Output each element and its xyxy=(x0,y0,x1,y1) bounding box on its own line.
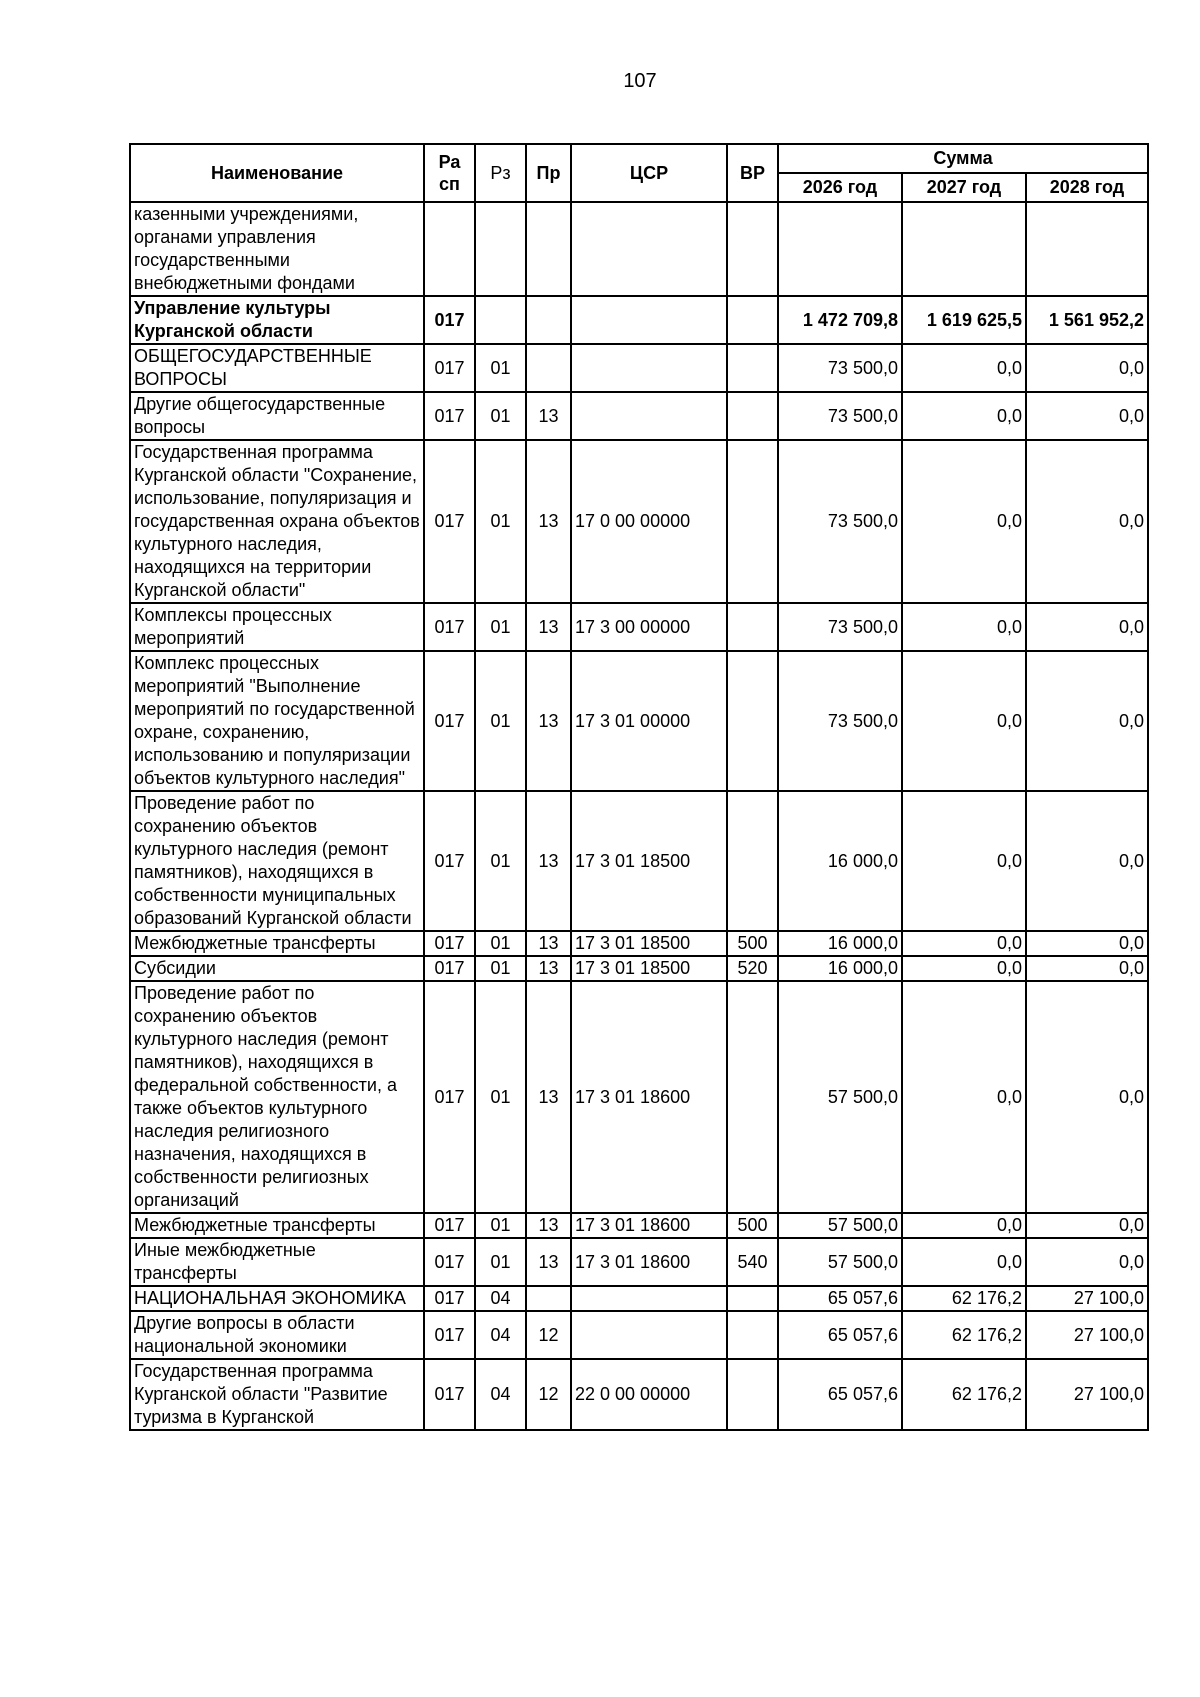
cell-vr xyxy=(727,202,778,296)
cell-2028 xyxy=(1026,202,1148,296)
cell-csr xyxy=(571,202,727,296)
cell-pr: 13 xyxy=(526,981,571,1213)
cell-rz: 01 xyxy=(475,440,526,603)
cell-2026: 57 500,0 xyxy=(778,1238,902,1286)
cell-rz: 01 xyxy=(475,344,526,392)
cell-vr xyxy=(727,392,778,440)
cell-vr xyxy=(727,296,778,344)
cell-vr xyxy=(727,651,778,791)
cell-rasp: 017 xyxy=(424,1286,475,1311)
cell-name: Комплексы процессных мероприятий xyxy=(130,603,424,651)
cell-rz: 01 xyxy=(475,392,526,440)
cell-rz: 01 xyxy=(475,651,526,791)
cell-name: Комплекс процессных мероприятий "Выполнение мероприятий по государственной охране, сохранению, использованию и популяризации объектов культурного наследия" xyxy=(130,651,424,791)
cell-2026: 73 500,0 xyxy=(778,392,902,440)
table-row xyxy=(130,931,1148,956)
cell-pr: 13 xyxy=(526,603,571,651)
cell-rz xyxy=(475,202,526,296)
cell-csr xyxy=(571,296,727,344)
header-pr: Пр xyxy=(526,144,571,202)
cell-2028: 27 100,0 xyxy=(1026,1286,1148,1311)
cell-name: Межбюджетные трансферты xyxy=(130,931,424,956)
header-year-2026: 2026 год xyxy=(778,173,902,202)
cell-2028: 0,0 xyxy=(1026,1238,1148,1286)
cell-2028: 0,0 xyxy=(1026,440,1148,603)
cell-2026: 73 500,0 xyxy=(778,603,902,651)
cell-vr xyxy=(727,1359,778,1430)
cell-pr xyxy=(526,296,571,344)
cell-2026: 65 057,6 xyxy=(778,1286,902,1311)
header-year-2028: 2028 год xyxy=(1026,173,1148,202)
cell-csr xyxy=(571,344,727,392)
cell-2027: 0,0 xyxy=(902,931,1026,956)
cell-csr: 17 3 01 18500 xyxy=(571,956,727,981)
table-row xyxy=(130,956,1148,981)
cell-2028: 0,0 xyxy=(1026,1213,1148,1238)
cell-2027: 0,0 xyxy=(902,956,1026,981)
cell-2027: 0,0 xyxy=(902,392,1026,440)
table-row xyxy=(130,1213,1148,1238)
cell-pr: 13 xyxy=(526,931,571,956)
cell-2027: 62 176,2 xyxy=(902,1286,1026,1311)
cell-rasp: 017 xyxy=(424,956,475,981)
cell-2027: 0,0 xyxy=(902,440,1026,603)
header-csr: ЦСР xyxy=(571,144,727,202)
cell-pr xyxy=(526,344,571,392)
cell-vr: 500 xyxy=(727,931,778,956)
cell-2027 xyxy=(902,202,1026,296)
cell-rz: 04 xyxy=(475,1359,526,1430)
cell-2026 xyxy=(778,202,902,296)
cell-2026: 73 500,0 xyxy=(778,440,902,603)
cell-2026: 73 500,0 xyxy=(778,344,902,392)
header-year-2027: 2027 год xyxy=(902,173,1026,202)
header-vr: ВР xyxy=(727,144,778,202)
table-row xyxy=(130,1311,1148,1359)
table-row xyxy=(130,1359,1148,1430)
cell-rz xyxy=(475,296,526,344)
table-row xyxy=(130,1238,1148,1286)
cell-csr: 17 3 01 18500 xyxy=(571,791,727,931)
cell-pr: 13 xyxy=(526,651,571,791)
cell-name: Другие общегосударственные вопросы xyxy=(130,392,424,440)
cell-name: Иные межбюджетные трансферты xyxy=(130,1238,424,1286)
cell-2028: 0,0 xyxy=(1026,931,1148,956)
cell-pr: 13 xyxy=(526,791,571,931)
cell-rasp: 017 xyxy=(424,440,475,603)
cell-name: НАЦИОНАЛЬНАЯ ЭКОНОМИКА xyxy=(130,1286,424,1311)
cell-rasp xyxy=(424,202,475,296)
cell-csr xyxy=(571,1286,727,1311)
cell-2027: 0,0 xyxy=(902,651,1026,791)
cell-2026: 57 500,0 xyxy=(778,1213,902,1238)
cell-pr xyxy=(526,1286,571,1311)
cell-vr xyxy=(727,344,778,392)
cell-2028: 27 100,0 xyxy=(1026,1359,1148,1430)
cell-rz: 01 xyxy=(475,981,526,1213)
header-name: Наименование xyxy=(130,144,424,202)
cell-2028: 0,0 xyxy=(1026,392,1148,440)
table-row xyxy=(130,1286,1148,1311)
cell-2027: 0,0 xyxy=(902,981,1026,1213)
cell-csr: 17 0 00 00000 xyxy=(571,440,727,603)
cell-2026: 16 000,0 xyxy=(778,791,902,931)
cell-2026: 65 057,6 xyxy=(778,1359,902,1430)
cell-name: Проведение работ по сохранению объектов культурного наследия (ремонт памятников), находящихся в собственности муниципальных образований Курганской области xyxy=(130,791,424,931)
cell-rasp: 017 xyxy=(424,1213,475,1238)
table-row xyxy=(130,603,1148,651)
table-row xyxy=(130,791,1148,931)
cell-2028: 1 561 952,2 xyxy=(1026,296,1148,344)
cell-csr: 22 0 00 00000 xyxy=(571,1359,727,1430)
cell-rz: 01 xyxy=(475,1213,526,1238)
header-sum: Сумма xyxy=(778,144,1148,173)
cell-name: казенными учреждениями, органами управления государственными внебюджетными фондами xyxy=(130,202,424,296)
cell-rz: 01 xyxy=(475,956,526,981)
cell-pr: 13 xyxy=(526,1213,571,1238)
cell-vr: 540 xyxy=(727,1238,778,1286)
cell-name: Проведение работ по сохранению объектов культурного наследия (ремонт памятников), находящихся в федеральной собственности, а также объектов культурного наследия религиозного назначения, находящихся в собственности религиозных организаций xyxy=(130,981,424,1213)
cell-rz: 01 xyxy=(475,931,526,956)
cell-2026: 65 057,6 xyxy=(778,1311,902,1359)
cell-vr: 500 xyxy=(727,1213,778,1238)
cell-2027: 0,0 xyxy=(902,1238,1026,1286)
cell-rasp: 017 xyxy=(424,791,475,931)
cell-2027: 0,0 xyxy=(902,1213,1026,1238)
cell-2028: 0,0 xyxy=(1026,981,1148,1213)
cell-rasp: 017 xyxy=(424,1311,475,1359)
cell-2028: 0,0 xyxy=(1026,956,1148,981)
table-row xyxy=(130,651,1148,791)
cell-pr: 13 xyxy=(526,440,571,603)
cell-name: Управление культуры Курганской области xyxy=(130,296,424,344)
cell-rasp: 017 xyxy=(424,651,475,791)
cell-rz: 01 xyxy=(475,791,526,931)
cell-name: Государственная программа Курганской области "Развитие туризма в Курганской xyxy=(130,1359,424,1430)
cell-rz: 04 xyxy=(475,1286,526,1311)
cell-rz: 01 xyxy=(475,1238,526,1286)
budget-table xyxy=(129,143,1149,1431)
page-number: 107 xyxy=(623,70,657,92)
header-rz: Рз xyxy=(475,144,526,202)
cell-pr xyxy=(526,202,571,296)
cell-csr: 17 3 00 00000 xyxy=(571,603,727,651)
table-row xyxy=(130,440,1148,603)
cell-csr: 17 3 01 18600 xyxy=(571,981,727,1213)
cell-rasp: 017 xyxy=(424,603,475,651)
cell-name: Другие вопросы в области национальной экономики xyxy=(130,1311,424,1359)
cell-csr: 17 3 01 18500 xyxy=(571,931,727,956)
cell-2026: 57 500,0 xyxy=(778,981,902,1213)
cell-vr xyxy=(727,440,778,603)
cell-rasp: 017 xyxy=(424,981,475,1213)
cell-2027: 1 619 625,5 xyxy=(902,296,1026,344)
cell-csr: 17 3 01 18600 xyxy=(571,1238,727,1286)
table-row xyxy=(130,392,1148,440)
cell-pr: 13 xyxy=(526,1238,571,1286)
cell-2026: 73 500,0 xyxy=(778,651,902,791)
cell-csr: 17 3 01 00000 xyxy=(571,651,727,791)
cell-vr xyxy=(727,1311,778,1359)
cell-vr: 520 xyxy=(727,956,778,981)
cell-csr xyxy=(571,1311,727,1359)
cell-2027: 62 176,2 xyxy=(902,1311,1026,1359)
cell-2026: 16 000,0 xyxy=(778,956,902,981)
header-rasp: Ра сп xyxy=(424,144,475,202)
cell-rasp: 017 xyxy=(424,344,475,392)
cell-2026: 16 000,0 xyxy=(778,931,902,956)
cell-rasp: 017 xyxy=(424,1359,475,1430)
cell-name: ОБЩЕГОСУДАРСТВЕННЫЕ ВОПРОСЫ xyxy=(130,344,424,392)
cell-rz: 04 xyxy=(475,1311,526,1359)
cell-pr: 12 xyxy=(526,1311,571,1359)
cell-name: Субсидии xyxy=(130,956,424,981)
cell-name: Государственная программа Курганской области "Сохранение, использование, популяризация и государственная охрана объектов культурного наследия, находящихся на территории Курганской области" xyxy=(130,440,424,603)
cell-2027: 0,0 xyxy=(902,344,1026,392)
cell-2028: 0,0 xyxy=(1026,344,1148,392)
cell-2028: 0,0 xyxy=(1026,603,1148,651)
cell-2028: 27 100,0 xyxy=(1026,1311,1148,1359)
cell-csr xyxy=(571,392,727,440)
cell-rasp: 017 xyxy=(424,392,475,440)
table-row xyxy=(130,296,1148,344)
cell-csr: 17 3 01 18600 xyxy=(571,1213,727,1238)
cell-pr: 12 xyxy=(526,1359,571,1430)
cell-rasp: 017 xyxy=(424,931,475,956)
table-row xyxy=(130,981,1148,1213)
cell-vr xyxy=(727,981,778,1213)
cell-vr xyxy=(727,1286,778,1311)
cell-pr: 13 xyxy=(526,956,571,981)
table-row xyxy=(130,202,1148,296)
table-row xyxy=(130,344,1148,392)
cell-2027: 62 176,2 xyxy=(902,1359,1026,1430)
cell-2028: 0,0 xyxy=(1026,791,1148,931)
cell-name: Межбюджетные трансферты xyxy=(130,1213,424,1238)
cell-vr xyxy=(727,791,778,931)
cell-pr: 13 xyxy=(526,392,571,440)
cell-vr xyxy=(727,603,778,651)
cell-rasp: 017 xyxy=(424,296,475,344)
cell-rasp: 017 xyxy=(424,1238,475,1286)
cell-2028: 0,0 xyxy=(1026,651,1148,791)
cell-2027: 0,0 xyxy=(902,603,1026,651)
cell-2027: 0,0 xyxy=(902,791,1026,931)
cell-rz: 01 xyxy=(475,603,526,651)
cell-2026: 1 472 709,8 xyxy=(778,296,902,344)
